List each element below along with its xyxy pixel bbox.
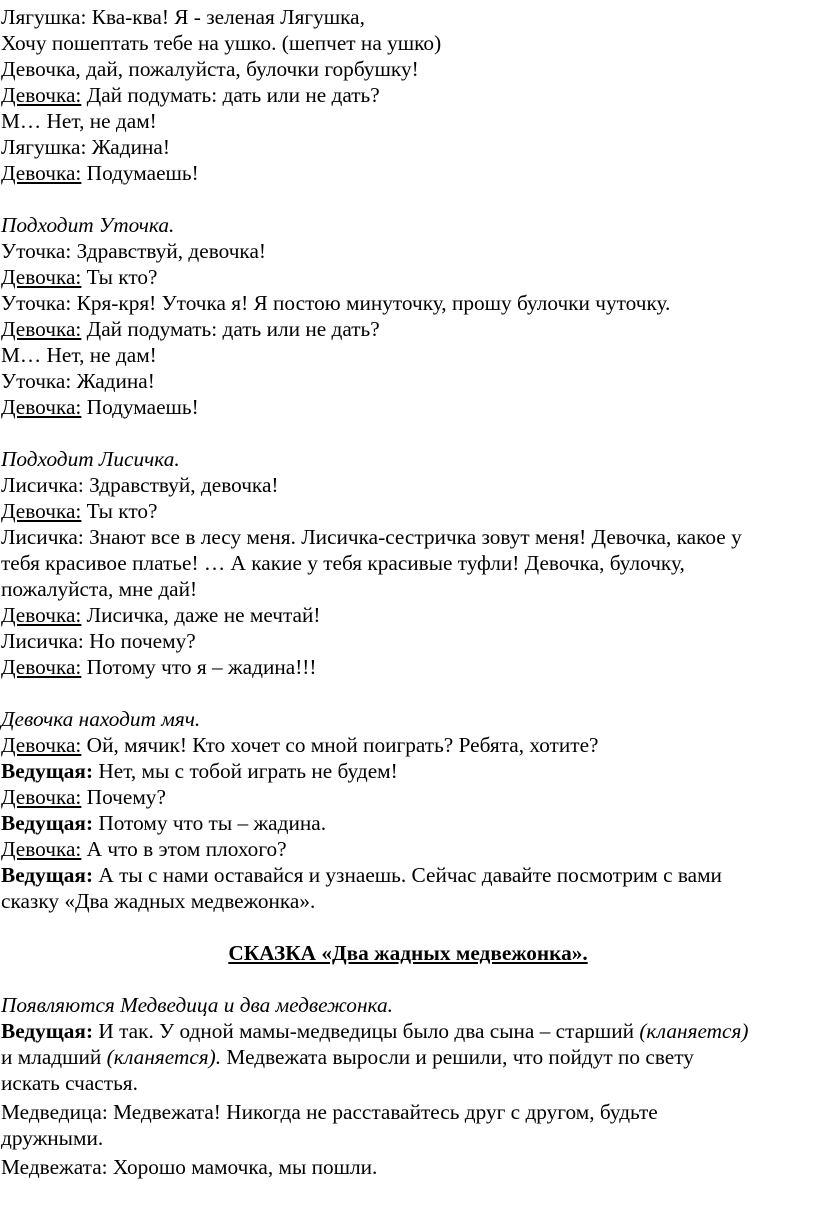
line-text: А ты с нами оставайся и узнаешь. Сейчас давайте посмотрим с вами bbox=[93, 863, 722, 887]
stage-direction bbox=[1, 992, 393, 1018]
dialogue-line bbox=[1, 862, 722, 888]
dialogue-line bbox=[1, 1070, 138, 1096]
line-text: Девочка, дай, пожалуйста, булочки горбушку! bbox=[1, 57, 419, 81]
dialogue-line bbox=[1, 160, 199, 186]
stage-aside: (кланяется) bbox=[639, 1019, 749, 1043]
line-text: Медвежата: Хорошо мамочка, мы пошли. bbox=[1, 1155, 378, 1179]
speaker-label: Ведущая: bbox=[1, 759, 94, 783]
section-title: СКАЗКА «Два жадных медвежонка». bbox=[228, 941, 588, 965]
line-text: Ты кто? bbox=[81, 499, 158, 523]
dialogue-line bbox=[1, 82, 380, 108]
speaker-label: Уточка: bbox=[1, 291, 72, 315]
line-text: пожалуйста, мне дай! bbox=[1, 577, 198, 601]
line-text: Лисичка, даже не мечтай! bbox=[81, 603, 321, 627]
dialogue-line bbox=[1, 654, 316, 680]
dialogue-line bbox=[1, 1018, 748, 1044]
dialogue-line bbox=[1, 576, 197, 602]
line-text: А что в этом плохого? bbox=[81, 837, 287, 861]
speaker-label: Девочка: bbox=[1, 603, 82, 627]
line-text: тебя красивое платье! … А какие у тебя красивые туфли! Девочка, булочку, bbox=[1, 551, 685, 575]
dialogue-line bbox=[1, 550, 685, 576]
dialogue-line bbox=[1, 524, 742, 550]
line-text: Хочу пошептать тебе на ушко. (шепчет на ушко) bbox=[1, 31, 442, 55]
dialogue-line bbox=[1, 342, 157, 368]
line-text-tail: Медвежата выросли и решили, что пойдут по свету bbox=[221, 1045, 694, 1069]
dialogue-line bbox=[1, 316, 380, 342]
line-text: М… Нет, не дам! bbox=[1, 343, 157, 367]
line-text: Девочка находит мяч. bbox=[1, 707, 201, 731]
dialogue-line bbox=[1, 4, 365, 30]
line-text: Дай подумать: дать или не дать? bbox=[81, 83, 380, 107]
speaker-label: Девочка: bbox=[1, 317, 82, 341]
line-text: Кря-кря! Уточка я! Я постою минуточку, прошу булочки чуточку. bbox=[71, 291, 671, 315]
line-text: Ты кто? bbox=[81, 265, 158, 289]
dialogue-line bbox=[1, 134, 170, 160]
speaker-label: Девочка: bbox=[1, 499, 82, 523]
dialogue-line bbox=[1, 810, 326, 836]
line-text: сказку «Два жадных медвежонка». bbox=[1, 889, 316, 913]
stage-direction bbox=[1, 706, 200, 732]
dialogue-line bbox=[1, 784, 166, 810]
dialogue-line bbox=[1, 264, 157, 290]
speaker-label: Лягушка: bbox=[1, 5, 87, 29]
speaker-label: Девочка: bbox=[1, 83, 82, 107]
stage-direction bbox=[1, 446, 180, 472]
dialogue-line bbox=[1, 1099, 658, 1125]
speaker-label: Лисичка: bbox=[1, 525, 84, 549]
line-text: Потому что я – жадина!!! bbox=[81, 655, 317, 679]
dialogue-line bbox=[1, 238, 266, 264]
line-text: Дай подумать: дать или не дать? bbox=[81, 317, 380, 341]
line-text: Здравствуй, девочка! bbox=[83, 473, 279, 497]
dialogue-line bbox=[1, 1125, 103, 1151]
dialogue-line bbox=[1, 290, 670, 316]
line-text: Знают все в лесу меня. Лисичка-сестричка зовут меня! Девочка, какое у bbox=[83, 525, 742, 549]
dialogue-line bbox=[1, 888, 315, 914]
line-text: Жадина! bbox=[71, 369, 155, 393]
speaker-label: Лягушка: bbox=[1, 135, 87, 159]
line-text: Медведица: Медвежата! Никогда не расставайтесь друг с другом, будьте bbox=[1, 1100, 658, 1124]
dialogue-line bbox=[1, 368, 155, 394]
dialogue-line bbox=[1, 30, 441, 56]
speaker-label: Лисичка: bbox=[1, 629, 84, 653]
line-text: Жадина! bbox=[86, 135, 170, 159]
speaker-label: Ведущая: bbox=[1, 863, 94, 887]
stage-direction bbox=[1, 212, 174, 238]
dialogue-line bbox=[1, 56, 419, 82]
line-text: дружными. bbox=[1, 1126, 104, 1150]
line-text: Ой, мячик! Кто хочет со мной поиграть? Ребята, хотите? bbox=[81, 733, 599, 757]
dialogue-line bbox=[1, 472, 278, 498]
line-text: Почему? bbox=[81, 785, 166, 809]
line-text: Нет, мы с тобой играть не будем! bbox=[93, 759, 398, 783]
speaker-label: Девочка: bbox=[1, 265, 82, 289]
line-text: Появляются Медведица и два медвежонка. bbox=[1, 993, 393, 1017]
line-text: Здравствуй, девочка! bbox=[71, 239, 266, 263]
line-text: Подумаешь! bbox=[81, 161, 199, 185]
speaker-label: Девочка: bbox=[1, 655, 82, 679]
line-text: М… Нет, не дам! bbox=[1, 109, 157, 133]
speaker-label: Девочка: bbox=[1, 395, 82, 419]
line-text: Подумаешь! bbox=[81, 395, 199, 419]
line-text: Потому что ты – жадина. bbox=[93, 811, 327, 835]
dialogue-line bbox=[1, 498, 157, 524]
dialogue-line bbox=[1, 732, 598, 758]
speaker-label: Девочка: bbox=[1, 733, 82, 757]
speaker-label: Девочка: bbox=[1, 837, 82, 861]
dialogue-line bbox=[1, 758, 398, 784]
line-text: Подходит Лисичка. bbox=[1, 447, 180, 471]
dialogue-line bbox=[1, 602, 321, 628]
dialogue-line bbox=[1, 1154, 377, 1180]
dialogue-line bbox=[1, 1044, 694, 1070]
stage-aside: (кланяется). bbox=[106, 1045, 222, 1069]
line-text: искать счастья. bbox=[1, 1071, 138, 1095]
line-text: Ква-ква! Я - зеленая Лягушка, bbox=[86, 5, 365, 29]
speaker-label: Уточка: bbox=[1, 369, 72, 393]
line-text: Но почему? bbox=[83, 629, 196, 653]
line-text: И так. У одной мамы-медведицы было два сына – старший bbox=[93, 1019, 640, 1043]
speaker-label: Ведущая: bbox=[1, 811, 94, 835]
dialogue-line bbox=[1, 836, 287, 862]
line-text: и младший bbox=[1, 1045, 107, 1069]
dialogue-line bbox=[1, 108, 157, 134]
speaker-label: Лисичка: bbox=[1, 473, 84, 497]
line-text: Подходит Уточка. bbox=[1, 213, 175, 237]
dialogue-line bbox=[1, 628, 196, 654]
speaker-label: Ведущая: bbox=[1, 1019, 94, 1043]
dialogue-line bbox=[1, 394, 199, 420]
speaker-label: Уточка: bbox=[1, 239, 72, 263]
speaker-label: Девочка: bbox=[1, 161, 82, 185]
speaker-label: Девочка: bbox=[1, 785, 82, 809]
